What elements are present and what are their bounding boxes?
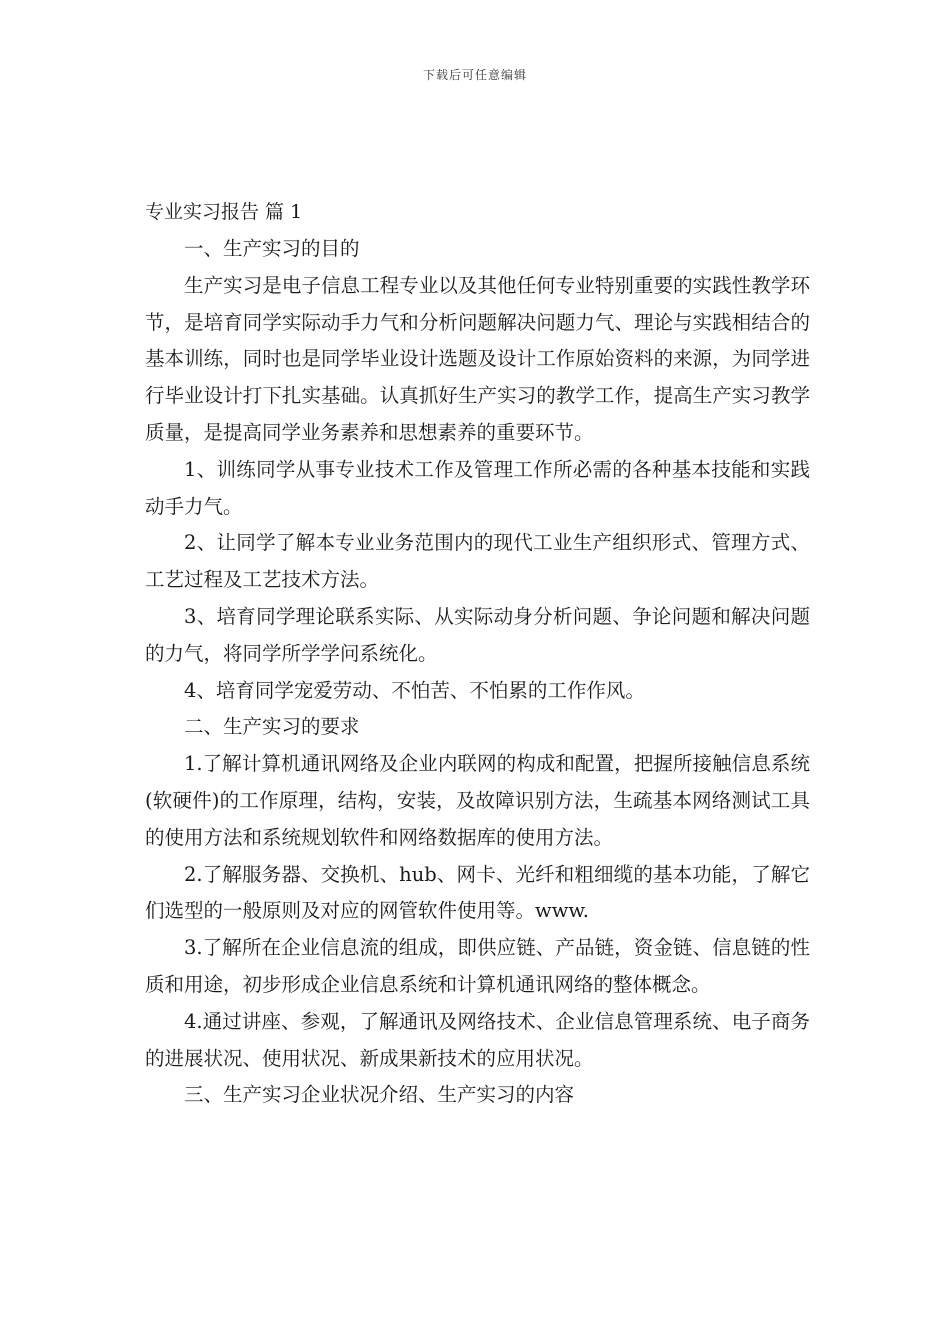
paragraph-purpose-3: 3、培育同学理论联系实际、从实际动身分析问题、争论问题和解决问题的力气，将同学所学学问系统化。: [145, 604, 810, 665]
paragraph-requirement-2: 2.了解服务器、交换机、hub、网卡、光纤和粗细缆的基本功能，了解它们选型的一般原则及对应的网管软件使用等。www.: [145, 862, 810, 923]
section-heading-company: 三、生产实习企业状况介绍、生产实习的内容: [184, 1083, 575, 1107]
document-body: [145, 194, 810, 1114]
page-header-note: 下载后可任意编辑: [422, 68, 527, 82]
paragraph-requirement-3: 3.了解所在企业信息流的组成，即供应链、产品链，资金链、信息链的性质和用途，初步形成企业信息系统和计算机通讯网络的整体概念。: [145, 936, 810, 996]
paragraph-purpose-1: 1、训练同学从事专业技术工作及管理工作所必需的各种基本技能和实践动手力气。: [145, 457, 810, 518]
section-heading-purpose: 一、生产实习的目的: [184, 237, 360, 260]
paragraph-purpose-4: 4、培育同学宠爱劳动、不怕苦、不怕累的工作作风。: [184, 678, 645, 702]
paragraph-intro: 生产实习是电子信息工程专业以及其他任何专业特别重要的实践性教学环节，是培育同学实际动手力气和分析问题解决问题力气、理论与实践相结合的基本训练，同时也是同学毕业设计选题及设计工作原始资料的来源，为同学进行毕业设计打下扎实基础。认真抓好生产实习的教学工作，提高生产实习教学质量，是提高同学业务素养和思想素养的重要环节。: [145, 273, 810, 444]
paragraph-requirement-1: 1.了解计算机通讯网络及企业内联网的构成和配置，把握所接触信息系统(软硬件)的工作原理，结构，安装，及故障识别方法，生疏基本网络测试工具的使用方法和系统规划软件和网络数据库的使用方法。: [145, 752, 810, 849]
paragraph-requirement-4: 4.通过讲座、参观，了解通讯及网络技术、企业信息管理系统、电子商务的进展状况、使用状况、新成果新技术的应用状况。: [145, 1009, 810, 1070]
document-title: 专业实习报告 篇 1: [145, 201, 303, 223]
section-heading-requirements: 二、生产实习的要求: [184, 715, 360, 739]
paragraph-purpose-2: 2、让同学了解本专业业务范围内的现代工业生产组织形式、管理方式、工艺过程及工艺技术方法。: [145, 531, 810, 592]
